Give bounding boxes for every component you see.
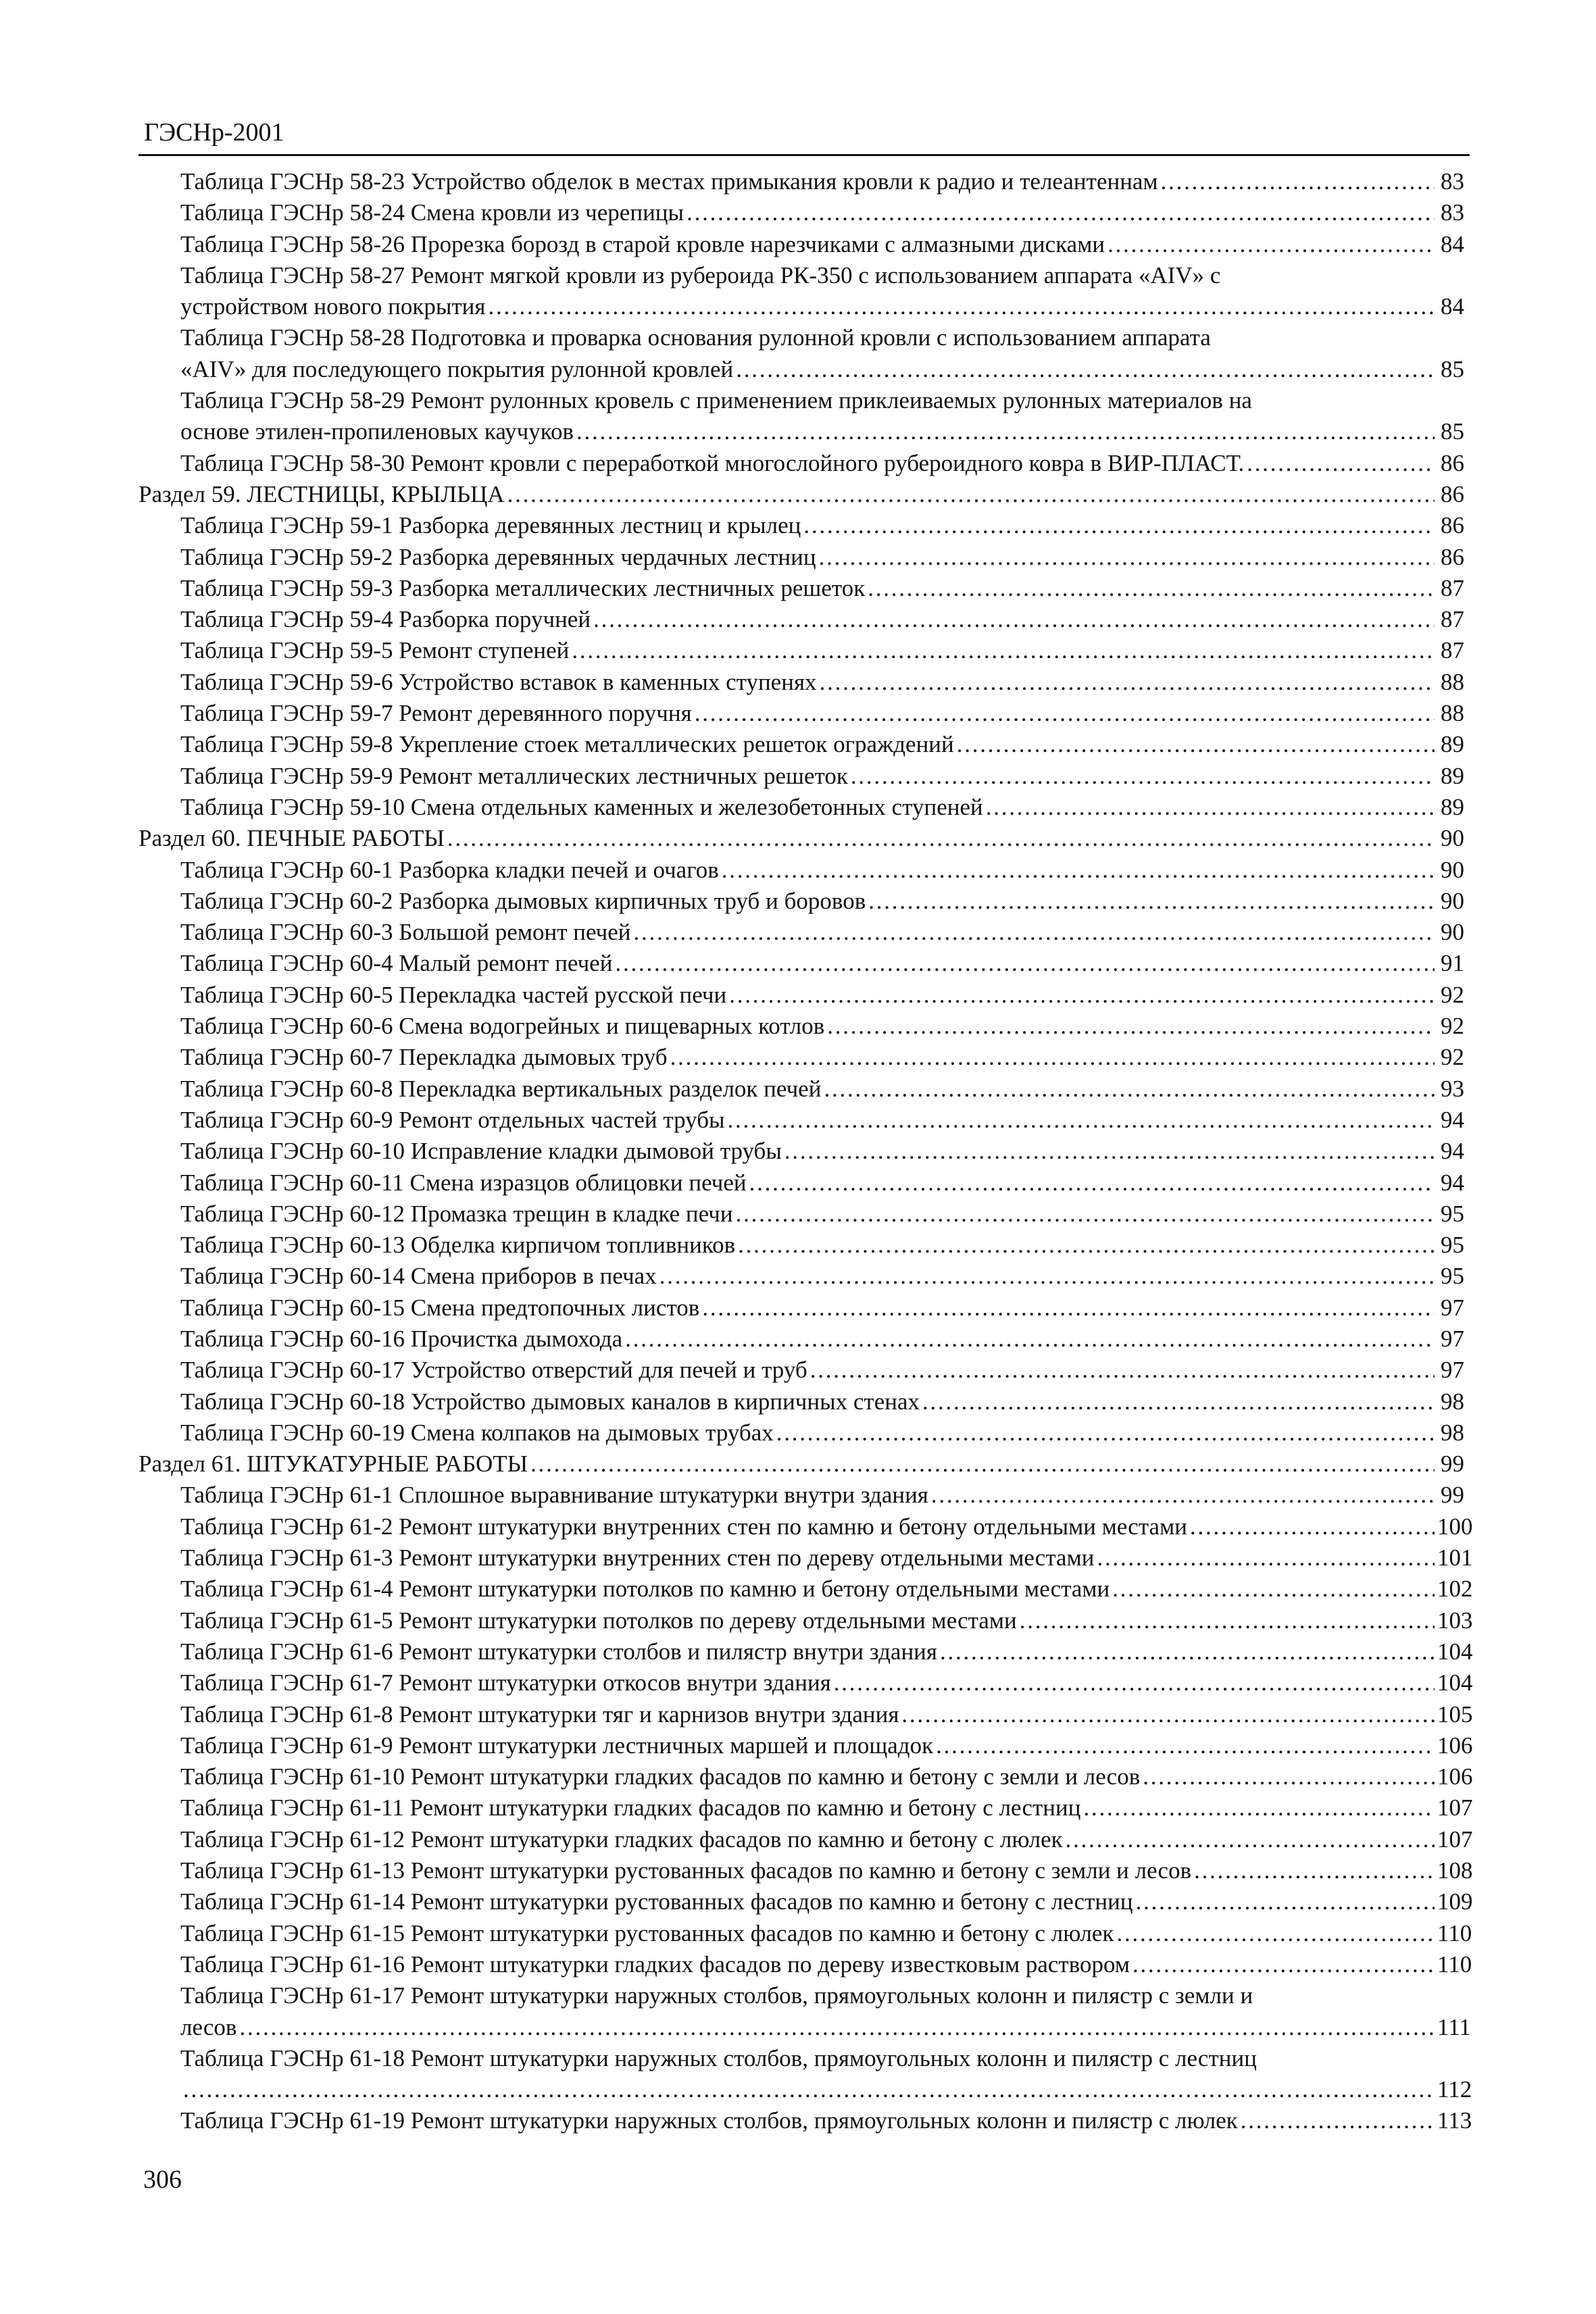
toc-page-number: 94	[1441, 1106, 1464, 1133]
dot-leader	[803, 510, 1435, 541]
toc-entry[interactable]	[139, 2043, 1472, 2106]
toc-entry[interactable]	[139, 1074, 1464, 1105]
table-of-contents	[139, 166, 1473, 2137]
toc-page-number: 89	[1441, 762, 1464, 789]
toc-page-number: 110	[1437, 1919, 1472, 1946]
toc-entry[interactable]	[139, 948, 1464, 979]
toc-entry-title-continuation: устройством нового покрытия	[180, 293, 486, 320]
toc-entry[interactable]	[139, 792, 1464, 823]
toc-entry[interactable]	[139, 1980, 1471, 2043]
dot-leader	[868, 573, 1435, 604]
toc-page-number: 95	[1441, 1232, 1464, 1259]
toc-entry-title: Таблица ГЭСНр 59-5 Ремонт ступеней	[180, 637, 570, 664]
dot-leader	[1190, 1511, 1435, 1542]
toc-entry-title: Таблица ГЭСНр 59-10 Смена отдельных каменных и железобетонных ступеней	[180, 793, 983, 820]
toc-entry-title: Таблица ГЭСНр 58-27 Ремонт мягкой кровли из рубероида РК-350 с использованием аппарата «AIV» с	[180, 261, 1221, 288]
toc-page-number: 92	[1441, 981, 1464, 1008]
toc-entry-title: Таблица ГЭСНр 58-30 Ремонт кровли с переработкой многослойного рубероидного ковра в ВИР-ПЛАСТ.	[180, 449, 1245, 476]
toc-entry[interactable]	[139, 1667, 1473, 1699]
toc-entry[interactable]	[139, 197, 1464, 228]
dot-leader	[810, 1355, 1435, 1386]
dot-leader	[1097, 1542, 1435, 1574]
toc-entry[interactable]	[139, 1355, 1464, 1386]
toc-entry-title: Таблица ГЭСНр 60-12 Промазка трещин в кладке печи	[180, 1200, 733, 1227]
dot-leader	[1116, 1918, 1435, 1949]
toc-entry-title: Таблица ГЭСНр 58-28 Подготовка и проварка основания рулонной кровли с использованием аппарата	[180, 324, 1211, 351]
toc-entry-title: Таблица ГЭСНр 61-14 Ремонт штукатурки рустованных фасадов по камню и бетону с лестниц	[180, 1888, 1133, 1915]
page-number: 306	[143, 2165, 182, 2194]
toc-entry-title: Таблица ГЭСНр 58-29 Ремонт рулонных кровель с применением приклеиваемых рулонных материалов на	[180, 387, 1252, 414]
dot-leader	[615, 948, 1435, 979]
toc-page-number: 104	[1437, 1669, 1473, 1696]
toc-entry-title: Таблица ГЭСНр 61-15 Ремонт штукатурки рустованных фасадов по камню и бетону с люлек	[180, 1919, 1114, 1946]
toc-page-number: 86	[1441, 512, 1464, 539]
dot-leader	[625, 1324, 1435, 1355]
toc-entry[interactable]	[139, 1824, 1473, 1855]
toc-page-number: 88	[1441, 668, 1464, 695]
toc-page-number: 85	[1441, 418, 1464, 445]
toc-entry-title: Таблица ГЭСНр 60-10 Исправление кладки дымовой трубы	[180, 1138, 782, 1165]
toc-entry[interactable]	[139, 1949, 1472, 1980]
toc-page-number: 98	[1441, 1388, 1464, 1415]
toc-page-number: 92	[1441, 1013, 1464, 1040]
toc-page-number: 90	[1441, 919, 1464, 946]
toc-entry[interactable]	[139, 542, 1464, 573]
toc-entry[interactable]	[139, 1417, 1464, 1449]
toc-entry[interactable]	[139, 855, 1464, 886]
toc-entry[interactable]	[139, 1230, 1464, 1261]
dot-leader	[820, 667, 1435, 698]
toc-page-number: 90	[1441, 856, 1464, 883]
toc-entry-title: Таблица ГЭСНр 61-4 Ремонт штукатурки потолков по камню и бетону отдельными местами	[180, 1576, 1110, 1603]
toc-entry[interactable]	[139, 166, 1464, 197]
dot-leader	[824, 1074, 1435, 1105]
toc-entry-title: Таблица ГЭСНр 60-2 Разборка дымовых кирпичных труб и боровов	[180, 887, 866, 914]
toc-page-number: 90	[1441, 887, 1464, 914]
toc-entry-title: Таблица ГЭСНр 61-8 Ремонт штукатурки тяг и карнизов внутри здания	[180, 1701, 899, 1728]
toc-entry[interactable]	[139, 1105, 1464, 1136]
toc-entry[interactable]	[139, 510, 1464, 541]
toc-section[interactable]	[139, 479, 1464, 510]
toc-entry-title: Таблица ГЭСНр 61-18 Ремонт штукатурки наружных столбов, прямоугольных колонн и пилястр с лестниц	[180, 2044, 1257, 2071]
toc-page-number: 97	[1441, 1325, 1464, 1352]
dot-leader	[776, 1417, 1435, 1449]
toc-page-number: 84	[1441, 230, 1464, 257]
dot-leader	[488, 291, 1435, 322]
dot-leader	[447, 823, 1435, 854]
toc-page-number: 102	[1437, 1576, 1473, 1603]
toc-entry-title: Таблица ГЭСНр 60-9 Ремонт отдельных частей трубы	[180, 1106, 725, 1133]
dot-leader	[736, 1199, 1435, 1230]
toc-entry-title: Таблица ГЭСНр 58-24 Смена кровли из черепицы	[180, 199, 684, 226]
toc-entry[interactable]	[139, 635, 1464, 666]
toc-page-number: 83	[1441, 168, 1464, 195]
dot-leader	[922, 1386, 1435, 1417]
toc-entry-title: Таблица ГЭСНр 59-6 Устройство вставок в каменных ступенях	[180, 668, 817, 695]
toc-entry[interactable]	[139, 667, 1464, 698]
dot-leader	[901, 1699, 1435, 1730]
toc-entry[interactable]	[139, 698, 1464, 729]
dot-leader	[728, 1105, 1435, 1136]
toc-page-number: 111	[1437, 2013, 1471, 2040]
toc-entry[interactable]	[139, 1261, 1464, 1292]
toc-entry-title: Таблица ГЭСНр 60-6 Смена водогрейных и пищеварных котлов	[180, 1013, 825, 1040]
toc-entry[interactable]	[139, 1324, 1464, 1355]
toc-entry[interactable]	[139, 1167, 1464, 1199]
toc-entry[interactable]	[139, 1730, 1473, 1761]
dot-leader	[736, 354, 1435, 385]
toc-entry-title: Таблица ГЭСНр 59-9 Ремонт металлических лестничных решеток	[180, 762, 848, 789]
toc-page-number: 112	[1437, 2076, 1472, 2103]
toc-page-number: 95	[1441, 1200, 1464, 1227]
dot-leader	[986, 792, 1435, 823]
toc-page-number: 91	[1441, 950, 1464, 977]
toc-entry[interactable]	[139, 1011, 1464, 1042]
dot-leader	[183, 2074, 1435, 2105]
toc-entry[interactable]	[139, 1636, 1473, 1667]
toc-page-number: 108	[1437, 1857, 1473, 1884]
toc-entry[interactable]	[139, 1386, 1464, 1417]
toc-entry-title: Таблица ГЭСНр 60-18 Устройство дымовых каналов в кирпичных стенах	[180, 1388, 920, 1415]
toc-entry[interactable]	[139, 917, 1464, 948]
toc-entry-title: Таблица ГЭСНр 59-2 Разборка деревянных чердачных лестниц	[180, 543, 816, 570]
dot-leader	[1194, 1855, 1435, 1886]
toc-page-number: 94	[1441, 1138, 1464, 1165]
toc-page-number: 101	[1437, 1544, 1473, 1571]
toc-page-number: 98	[1441, 1419, 1464, 1446]
toc-page-number: 87	[1441, 574, 1464, 601]
dot-leader	[659, 1261, 1435, 1292]
toc-section-title: Раздел 59. ЛЕСТНИЦЫ, КРЫЛЬЦА	[139, 480, 505, 507]
toc-entry[interactable]	[139, 1918, 1472, 1949]
toc-entry-title: Таблица ГЭСНр 60-15 Смена предтопочных листов	[180, 1294, 700, 1321]
toc-entry-title: Таблица ГЭСНр 61-3 Ремонт штукатурки внутренних стен по дереву отдельными местами	[180, 1544, 1095, 1571]
dot-leader	[1143, 1761, 1435, 1792]
toc-page-number: 103	[1437, 1607, 1473, 1634]
toc-entry-title: Таблица ГЭСНр 58-26 Прорезка борозд в старой кровле нарезчиками с алмазными дисками	[180, 230, 1105, 257]
dot-leader	[1107, 229, 1435, 260]
toc-entry-title: Таблица ГЭСНр 61-11 Ремонт штукатурки гладких фасадов по камню и бетону с лестниц	[180, 1794, 1081, 1821]
toc-page-number: 89	[1441, 793, 1464, 820]
toc-entry-title: Таблица ГЭСНр 60-4 Малый ремонт печей	[180, 950, 613, 977]
toc-entry-title: Таблица ГЭСНр 61-9 Ремонт штукатурки лестничных маршей и площадок	[180, 1732, 934, 1759]
toc-page-number: 105	[1437, 1701, 1473, 1728]
toc-page-number: 110	[1437, 1951, 1472, 1978]
toc-entry[interactable]	[139, 1792, 1473, 1823]
toc-page-number: 87	[1441, 606, 1464, 633]
dot-leader	[593, 604, 1435, 635]
toc-page-number: 92	[1441, 1044, 1464, 1071]
dot-leader	[695, 698, 1435, 729]
toc-entry-title: Таблица ГЭСНр 60-11 Смена изразцов облицовки печей	[180, 1169, 747, 1196]
toc-entry-title: Таблица ГЭСНр 60-19 Смена колпаков на дымовых трубах	[180, 1419, 774, 1446]
dot-leader	[572, 635, 1435, 666]
dot-leader	[507, 479, 1435, 510]
dot-leader	[729, 980, 1435, 1011]
toc-entry[interactable]	[139, 573, 1464, 604]
toc-page-number: 107	[1437, 1826, 1473, 1853]
toc-entry-title-continuation: основе этилен-пропиленовых каучуков	[180, 418, 574, 445]
toc-entry[interactable]	[139, 1136, 1464, 1167]
toc-entry-title: Таблица ГЭСНр 58-23 Устройство обделок в местах примыкания кровли к радио и телеантеннам	[180, 168, 1158, 195]
toc-entry[interactable]	[139, 229, 1464, 260]
toc-entry-title: Таблица ГЭСНр 60-17 Устройство отверстий для печей и труб	[180, 1357, 807, 1384]
toc-entry-title: Таблица ГЭСНр 61-17 Ремонт штукатурки наружных столбов, прямоугольных колонн и пилястр с земли и	[180, 1982, 1253, 2009]
toc-section[interactable]	[139, 1449, 1464, 1480]
toc-entry[interactable]	[139, 1199, 1464, 1230]
dot-leader	[957, 729, 1435, 760]
toc-page-number: 93	[1441, 1075, 1464, 1102]
toc-page-number: 83	[1441, 199, 1464, 226]
dot-leader	[687, 197, 1435, 228]
toc-entry-title: Таблица ГЭСНр 59-3 Разборка металлических лестничных решеток	[180, 574, 866, 601]
toc-page-number: 100	[1437, 1513, 1473, 1540]
toc-page-number: 106	[1437, 1732, 1473, 1759]
dot-leader	[868, 886, 1435, 917]
toc-entry[interactable]	[139, 1511, 1473, 1542]
toc-entry[interactable]	[139, 2105, 1472, 2136]
toc-page-number: 97	[1441, 1357, 1464, 1384]
toc-page-number: 104	[1437, 1638, 1473, 1665]
toc-page-number: 97	[1441, 1294, 1464, 1321]
toc-entry-title: Таблица ГЭСНр 61-7 Ремонт штукатурки откосов внутри здания	[180, 1669, 831, 1696]
dot-leader	[1161, 166, 1435, 197]
header-title: ГЭСНр-2001	[144, 118, 284, 147]
toc-page-number: 107	[1437, 1794, 1473, 1821]
toc-entry[interactable]	[139, 1886, 1473, 1917]
toc-entry-title: Таблица ГЭСНр 60-7 Перекладка дымовых труб	[180, 1044, 668, 1071]
toc-page-number: 89	[1441, 731, 1464, 758]
toc-entry-title: Таблица ГЭСНр 60-3 Большой ремонт печей	[180, 919, 631, 946]
toc-entry-title: Таблица ГЭСНр 61-13 Ремонт штукатурки рустованных фасадов по камню и бетону с земли и лесов	[180, 1857, 1192, 1884]
toc-section-title: Раздел 61. ШТУКАТУРНЫЕ РАБОТЫ	[139, 1451, 528, 1478]
toc-entry-title-continuation: «AIV» для последующего покрытия рулонной кровлей	[180, 355, 734, 382]
toc-entry-title: Таблица ГЭСНр 59-4 Разборка поручней	[180, 606, 591, 633]
toc-entry[interactable]	[139, 1542, 1473, 1574]
dot-leader	[749, 1167, 1435, 1199]
toc-entry[interactable]	[139, 1480, 1464, 1511]
dot-leader	[1112, 1574, 1435, 1605]
toc-page-number: 86	[1441, 480, 1464, 507]
dot-leader	[1241, 2105, 1435, 2136]
toc-entry-title: Таблица ГЭСНр 61-1 Сплошное выравнивание штукатурки внутри здания	[180, 1482, 928, 1509]
toc-page-number: 99	[1441, 1482, 1464, 1509]
toc-entry-title: Таблица ГЭСНр 61-16 Ремонт штукатурки гладких фасадов по дереву известковым раствором	[180, 1951, 1130, 1978]
toc-entry-title: Таблица ГЭСНр 59-8 Укрепление стоек металлических решеток ограждений	[180, 731, 954, 758]
toc-entry-title: Таблица ГЭСНр 61-19 Ремонт штукатурки наружных столбов, прямоугольных колонн и пилястр с люлек	[180, 2107, 1238, 2134]
toc-page-number: 86	[1441, 449, 1464, 476]
dot-leader	[1136, 1886, 1435, 1917]
toc-entry[interactable]	[139, 1042, 1464, 1073]
dot-leader	[931, 1480, 1435, 1511]
dot-leader	[936, 1730, 1435, 1761]
toc-page-number: 88	[1441, 700, 1464, 727]
dot-leader	[819, 542, 1435, 573]
toc-entry-title: Таблица ГЭСНр 60-1 Разборка кладки печей и очагов	[180, 856, 719, 883]
toc-page-number: 95	[1441, 1263, 1464, 1290]
toc-entry-title: Таблица ГЭСНр 60-5 Перекладка частей русской печи	[180, 981, 727, 1008]
toc-page-number: 90	[1441, 825, 1464, 852]
toc-section-title: Раздел 60. ПЕЧНЫЕ РАБОТЫ	[139, 825, 445, 852]
dot-leader	[851, 761, 1435, 792]
dot-leader	[702, 1292, 1435, 1324]
toc-entry-title: Таблица ГЭСНр 61-2 Ремонт штукатурки внутренних стен по камню и бетону отдельными местами	[180, 1513, 1187, 1540]
toc-entry-title: Таблица ГЭСНр 60-8 Перекладка вертикальных разделок печей	[180, 1075, 822, 1102]
toc-page-number: 113	[1437, 2107, 1472, 2134]
dot-leader	[670, 1042, 1435, 1073]
dot-leader	[940, 1636, 1435, 1667]
toc-page-number: 106	[1437, 1763, 1473, 1790]
toc-entry[interactable]	[139, 448, 1464, 479]
toc-entry[interactable]	[139, 1574, 1473, 1605]
toc-entry[interactable]	[139, 1605, 1473, 1636]
toc-entry[interactable]	[139, 980, 1464, 1011]
toc-entry-title: Таблица ГЭСНр 61-12 Ремонт штукатурки гладких фасадов по камню и бетону с люлек	[180, 1826, 1063, 1853]
dot-leader	[1066, 1824, 1435, 1855]
toc-page-number: 87	[1441, 637, 1464, 664]
dot-leader	[1020, 1605, 1435, 1636]
toc-entry-title-continuation: лесов	[180, 2013, 237, 2040]
dot-leader	[1247, 448, 1435, 479]
toc-entry[interactable]	[139, 1699, 1473, 1730]
dot-leader	[722, 855, 1435, 886]
dot-leader	[530, 1449, 1435, 1480]
dot-leader	[634, 917, 1435, 948]
toc-page-number: 99	[1441, 1451, 1464, 1478]
dot-leader	[738, 1230, 1435, 1261]
toc-section[interactable]	[139, 823, 1464, 854]
toc-entry[interactable]	[139, 604, 1464, 635]
toc-entry[interactable]	[139, 1855, 1473, 1886]
dot-leader	[834, 1667, 1435, 1699]
dot-leader	[1132, 1949, 1435, 1980]
toc-entry-title: Таблица ГЭСНр 60-13 Обделка кирпичом топливников	[180, 1232, 736, 1259]
toc-entry-title: Таблица ГЭСНр 59-7 Ремонт деревянного поручня	[180, 700, 692, 727]
toc-entry[interactable]	[139, 322, 1464, 385]
dot-leader	[239, 2012, 1435, 2043]
toc-entry-title: Таблица ГЭСНр 61-6 Ремонт штукатурки столбов и пилястр внутри здания	[180, 1638, 937, 1665]
toc-page-number: 86	[1441, 543, 1464, 570]
toc-entry-title: Таблица ГЭСНр 60-16 Прочистка дымохода	[180, 1325, 623, 1352]
toc-entry-title: Таблица ГЭСНр 60-14 Смена приборов в печах	[180, 1263, 657, 1290]
toc-page-number: 109	[1437, 1888, 1473, 1915]
dot-leader	[1083, 1792, 1435, 1823]
toc-entry[interactable]	[139, 1292, 1464, 1324]
toc-page-number: 85	[1441, 355, 1464, 382]
dot-leader	[784, 1136, 1435, 1167]
toc-entry[interactable]	[139, 729, 1464, 760]
dot-leader	[827, 1011, 1435, 1042]
dot-leader	[576, 416, 1435, 447]
toc-entry[interactable]	[139, 385, 1464, 448]
toc-entry[interactable]	[139, 886, 1464, 917]
toc-page-number: 94	[1441, 1169, 1464, 1196]
toc-entry-title: Таблица ГЭСНр 59-1 Разборка деревянных лестниц и крылец	[180, 512, 801, 539]
toc-entry-title: Таблица ГЭСНр 61-5 Ремонт штукатурки потолков по дереву отдельными местами	[180, 1607, 1017, 1634]
toc-page-number: 84	[1441, 293, 1464, 320]
toc-entry[interactable]	[139, 260, 1464, 323]
toc-entry[interactable]	[139, 1761, 1473, 1792]
running-header	[139, 114, 1470, 156]
toc-entry[interactable]	[139, 761, 1464, 792]
toc-entry-title: Таблица ГЭСНр 61-10 Ремонт штукатурки гладких фасадов по камню и бетону с земли и лесов	[180, 1763, 1141, 1790]
